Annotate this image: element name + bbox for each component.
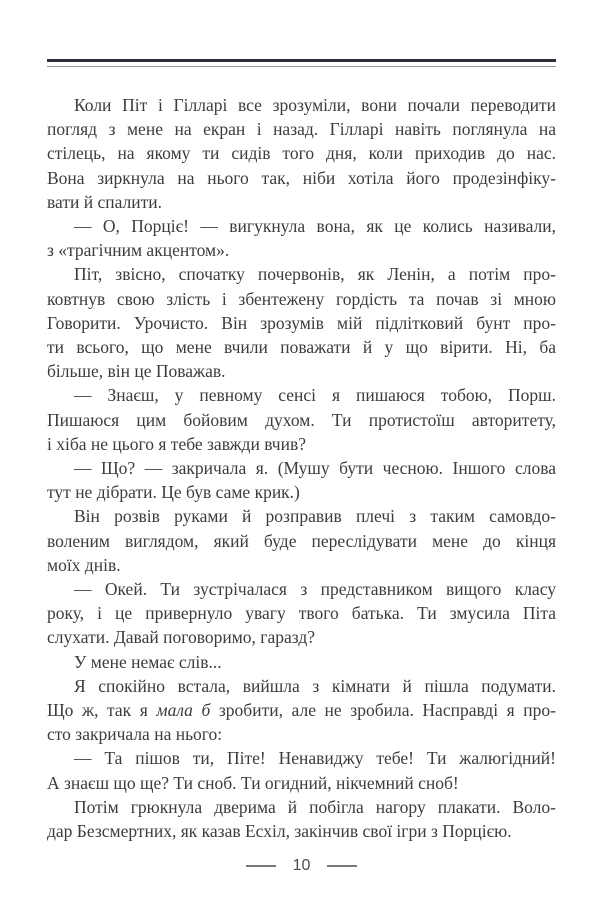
text-line: Він розвів руками й розправив плечі з таким самовдо- [74,506,556,527]
text-line: Пишаюся цим бойовим духом. Ти протистоїш авторитету, [47,409,556,430]
top-rule [47,59,556,67]
text-line: року, і це привернуло увагу твого батька. Ти змусила Піта [47,603,556,624]
paragraph [47,504,556,577]
text-line: вати й спалити. [47,191,163,212]
text-line: з «трагічним акцентом». [47,240,230,261]
text-line: більше, він це Поважав. [47,361,226,382]
text-line: — Та пішов ти, Піте! Ненавиджу тебе! Ти жалюгідний! [74,748,556,769]
text-line: Коли Піт і Гілларі все зрозуміли, вони почали переводити [74,95,556,115]
paragraph [47,577,556,650]
text-line: ти всього, що мене вчили поважати й у що вірити. Ні, ба [47,337,556,358]
text-line: Говорити. Урочисто. Він зрозумів мій підлітковий бунт про- [47,312,556,333]
footer-left-dash [246,865,276,867]
text-line: — Знаєш, у певному сенсі я пишаюся тобою, Порш. [74,385,556,406]
text-segment: Що ж, так я [47,700,157,721]
text-line: сто закричала на нього: [47,724,223,745]
text-line: тут не дібрати. Це був саме крик.) [47,482,300,503]
text-line: ковтнув свою злість і збентежену гордість та почав зі мною [47,288,556,309]
text-line: — О, Порціє! — вигукнула вона, як це колись називали, [74,216,556,237]
text-segment: зробити, але не зробила. Насправді я про- [210,700,556,721]
paragraph [47,262,556,383]
text-line: слухати. Давай поговоримо, гаразд? [47,627,316,648]
text-line: — Що? — закричала я. (Мушу бути чесною. Іншого слова [74,458,556,479]
page-number: 10 [292,857,311,875]
paragraph [47,674,556,747]
paragraph [47,383,556,456]
italic-text: мала б [156,700,211,721]
text-line: воленим виглядом, який буде переслідувати мене до кінця [47,530,556,551]
text-line [47,698,556,722]
text-line: Я спокійно встала, вийшла з кімнати й пішла подумати. [74,675,556,696]
text-line: дар Безсмертних, як казав Есхіл, закінчив свої ігри з Порцією. [47,821,512,842]
paragraph [47,93,556,214]
footer-right-dash [327,865,357,867]
text-line: і хіба не цього я тебе завжди вчив? [47,433,306,454]
text-line: Потім грюкнула дверима й побігла нагору плакати. Воло- [74,796,556,817]
paragraph [47,456,556,504]
text-line: — Окей. Ти зустрічалася з представником вищого класу [74,579,556,600]
text-line: погляд з мене на екран і назад. Гілларі навіть поглянула на [47,119,556,140]
paragraph [47,795,556,843]
text-line: У мене немає слів... [74,651,222,672]
paragraph [47,214,556,262]
text-line: моїх днів. [47,554,121,575]
page-footer [47,856,556,876]
paragraph [47,746,556,794]
page-text [47,93,556,843]
text-line: Вона зиркнула на нього так, ніби хотіла його продезінфіку- [47,167,556,188]
text-line: стілець, на якому ти сидів того дня, коли приходив до нас. [47,143,556,164]
text-line: Піт, звісно, спочатку почервонів, як Ленін, а потім про- [74,264,556,285]
text-line: А знаєш що ще? Ти сноб. Ти огидний, нікчемний сноб! [47,772,459,793]
paragraph [47,650,556,674]
